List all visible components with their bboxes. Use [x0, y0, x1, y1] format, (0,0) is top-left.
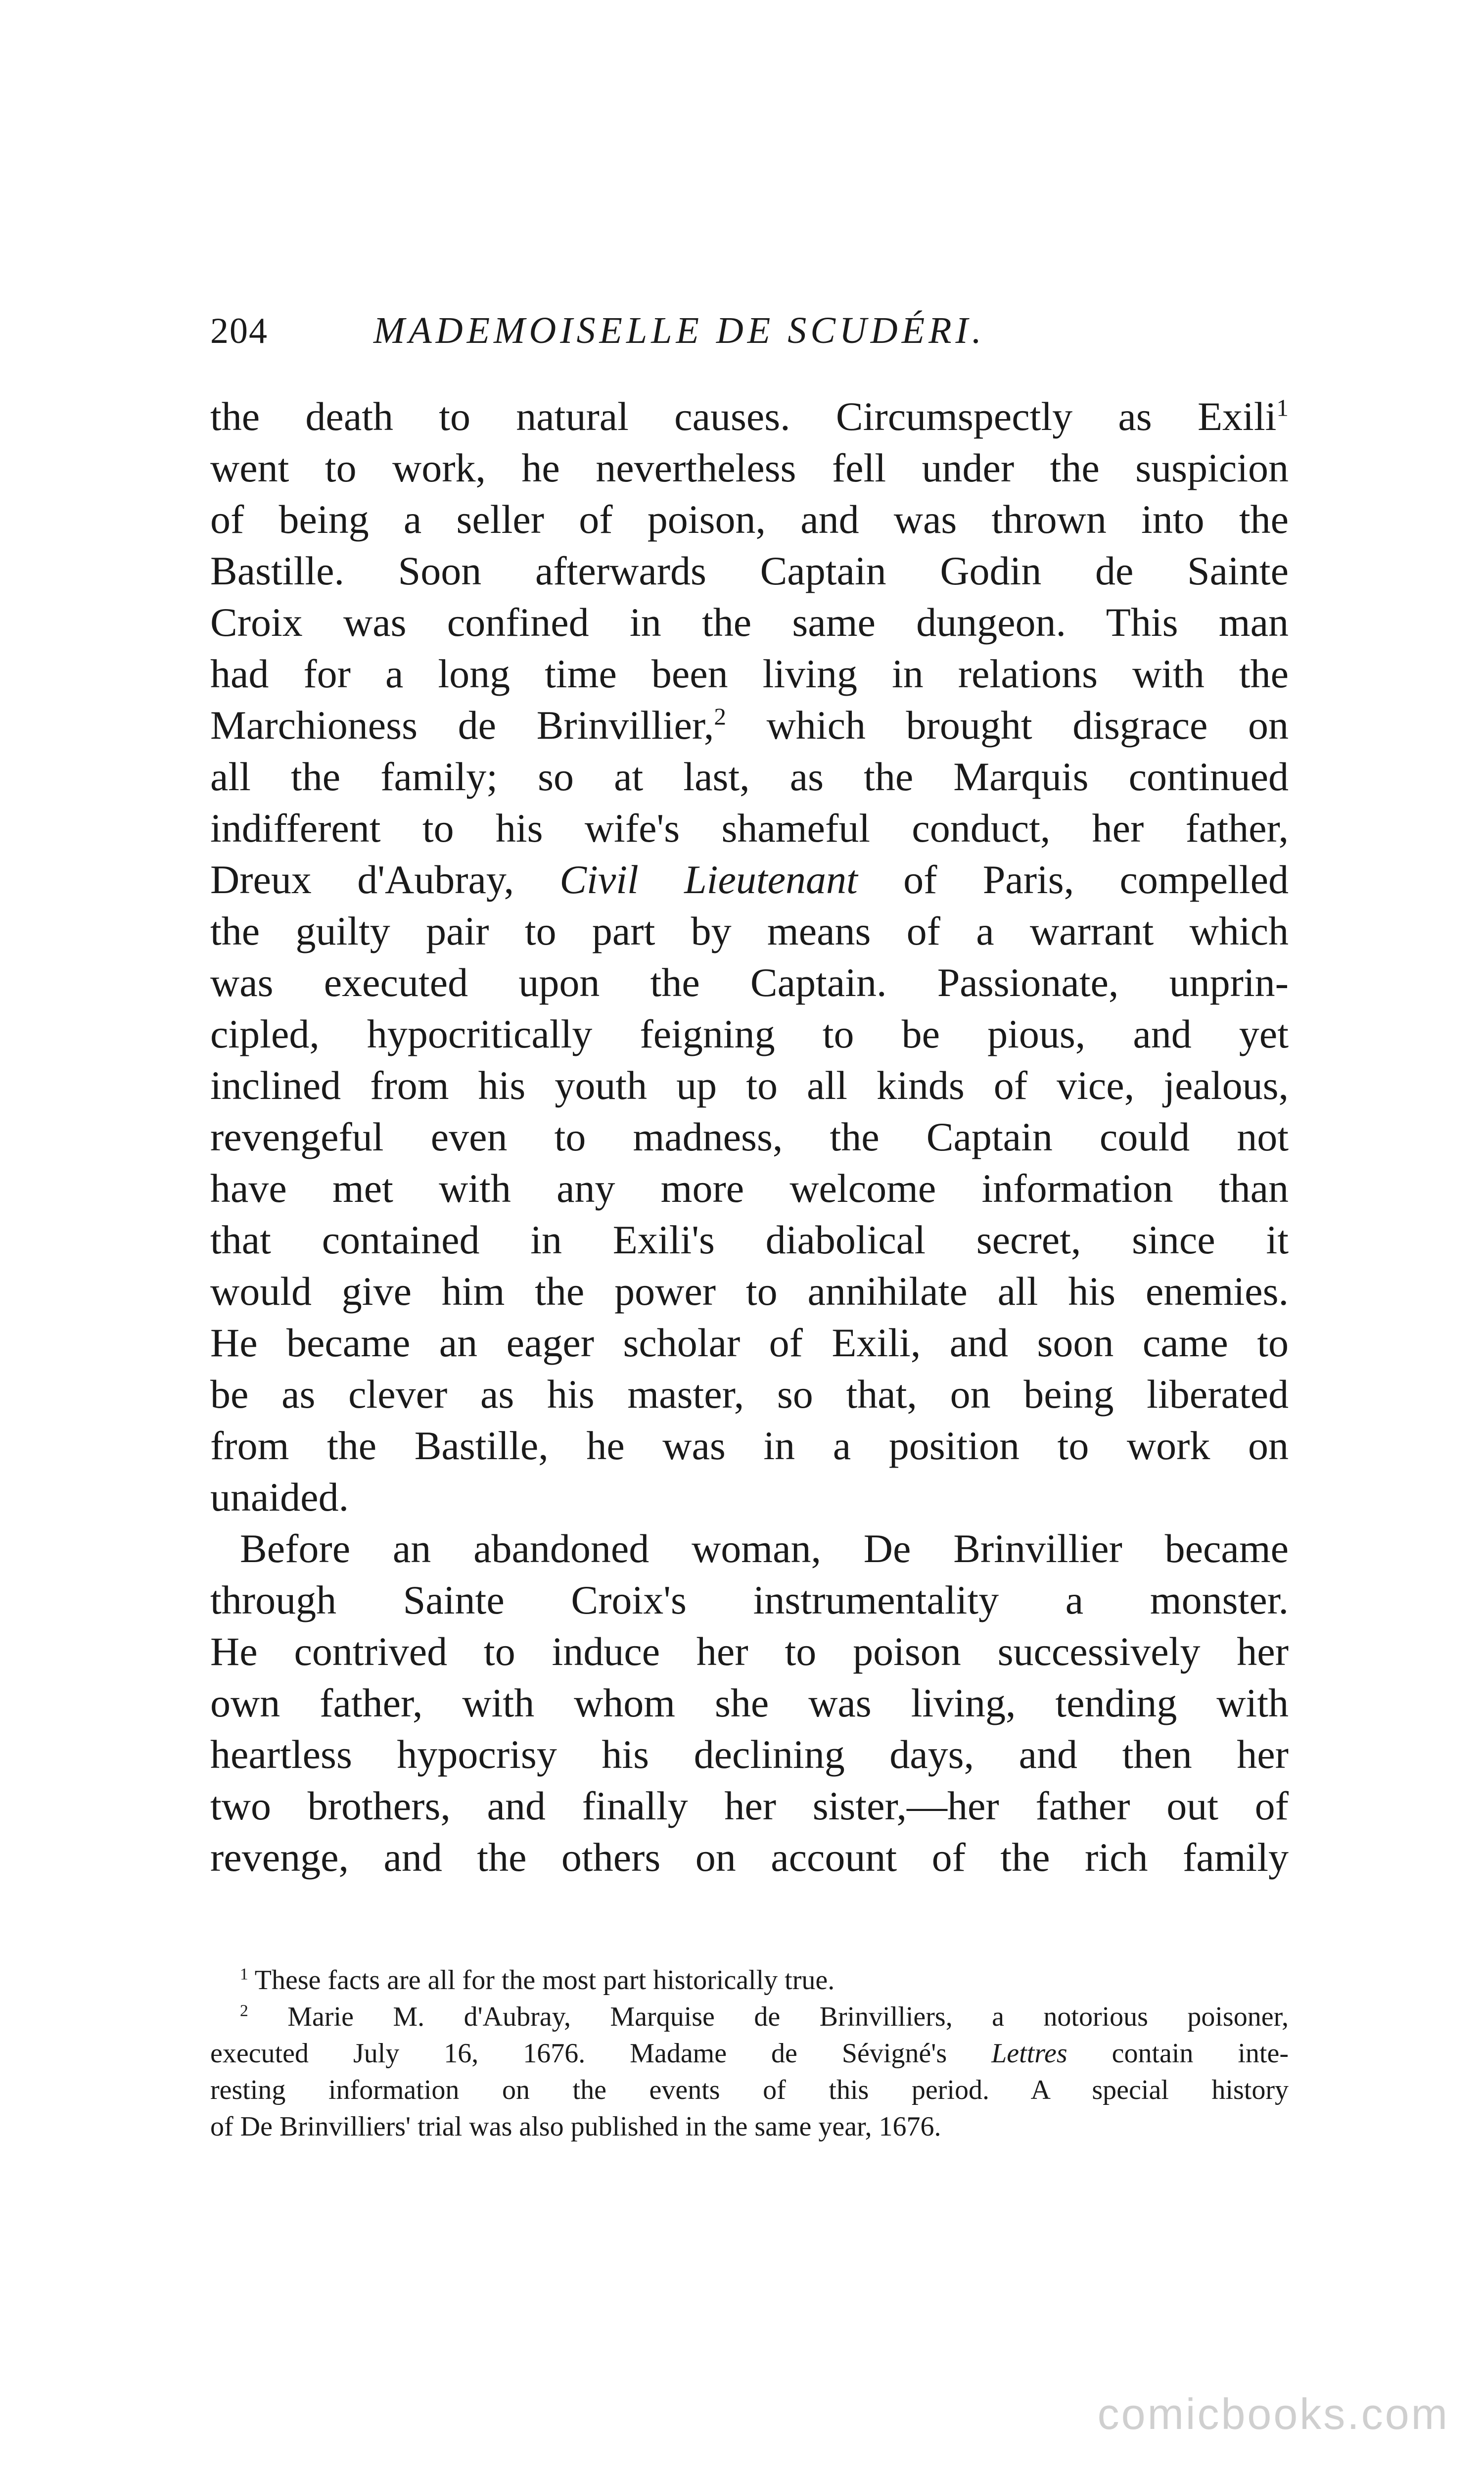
text-line — [210, 905, 1289, 957]
line-text: He became an eager scholar of Exili, and soon came to — [210, 1320, 1289, 1365]
line-text-continued: contain inte- — [1067, 2038, 1289, 2069]
line-text: own father, with whom she was living, tending with — [210, 1680, 1289, 1725]
text-line — [210, 700, 1289, 751]
text-line — [210, 1523, 1289, 1574]
italic-text: Civil Lieutenant — [559, 857, 858, 902]
text-line — [210, 957, 1289, 1008]
line-text: inclined from his youth up to all kinds of vice, jealous, — [210, 1063, 1289, 1108]
text-line — [210, 1060, 1289, 1111]
text-line — [210, 1626, 1289, 1677]
line-text: Marie M. d'Aubray, Marquise de Brinvilliers, a notorious poisoner, — [248, 2001, 1289, 2032]
footnote-marker: 2 — [240, 2001, 248, 2020]
line-text: These facts are all for the most part historically true. — [248, 1965, 835, 1996]
line-text: Marchioness de Brinvillier, — [210, 703, 714, 748]
text-line — [210, 1163, 1289, 1214]
line-text: revenge, and the others on account of the rich family — [210, 1835, 1289, 1880]
text-line — [210, 1111, 1289, 1163]
line-text: Before an abandoned woman, De Brinvillier became — [240, 1526, 1289, 1571]
line-text: all the family; so at last, as the Marquis continued — [210, 754, 1289, 799]
line-text: was executed upon the Captain. Passionate, unprin- — [210, 960, 1289, 1005]
footnote-line — [210, 1962, 1289, 1998]
line-text: through Sainte Croix's instrumentality a monster. — [210, 1577, 1289, 1622]
text-line — [210, 1008, 1289, 1060]
text-line — [210, 391, 1289, 442]
line-text: heartless hypocrisy his declining days, and then her — [210, 1732, 1289, 1777]
text-line — [210, 494, 1289, 545]
line-text: unaided. — [210, 1475, 349, 1520]
footnote-line — [210, 2108, 1289, 2145]
text-line — [210, 1369, 1289, 1420]
line-text: resting information on the events of this period. A special history — [210, 2075, 1289, 2105]
running-title: MADEMOISELLE DE SCUDÉRI. — [373, 310, 985, 351]
line-text: have met with any more welcome information than — [210, 1166, 1289, 1211]
line-text: of being a seller of poison, and was thrown into the — [210, 497, 1289, 542]
text-line — [210, 1574, 1289, 1626]
line-text: Bastille. Soon afterwards Captain Godin de Sainte — [210, 548, 1289, 593]
line-text: the guilty pair to part by means of a warrant which — [210, 908, 1289, 953]
italic-text: Lettres — [991, 2038, 1067, 2069]
line-text: from the Bastille, he was in a position to work on — [210, 1423, 1289, 1468]
line-text: went to work, he nevertheless fell under the suspicion — [210, 445, 1289, 490]
line-text: be as clever as his master, so that, on being liberated — [210, 1372, 1289, 1417]
line-text: two brothers, and finally her sister,—her father out of — [210, 1783, 1289, 1828]
text-line — [210, 545, 1289, 597]
line-text: Croix was confined in the same dungeon. This man — [210, 600, 1289, 645]
text-line — [210, 1317, 1289, 1369]
watermark: comicbooks.com — [1097, 2389, 1449, 2438]
text-line — [210, 1214, 1289, 1266]
text-line — [210, 1780, 1289, 1832]
text-line — [210, 1729, 1289, 1780]
text-line — [210, 648, 1289, 700]
line-text: indifferent to his wife's shameful conduct, her father, — [210, 806, 1289, 851]
footnote-reference: 2 — [714, 703, 726, 730]
line-text: had for a long time been living in relations with the — [210, 651, 1289, 696]
page-header — [210, 309, 1289, 364]
line-text: that contained in Exili's diabolical secret, since it — [210, 1217, 1289, 1262]
line-text: cipled, hypocritically feigning to be pious, and yet — [210, 1011, 1289, 1056]
line-text: the death to natural causes. Circumspectly as Exili — [210, 394, 1277, 439]
text-line — [210, 1420, 1289, 1472]
page-number: 204 — [210, 311, 268, 351]
line-text: revengeful even to madness, the Captain could not — [210, 1114, 1289, 1159]
line-text-continued: of Paris, compelled — [857, 857, 1289, 902]
footnote-line — [210, 2035, 1289, 2072]
text-line — [210, 1266, 1289, 1317]
line-text-continued: which brought disgrace on — [726, 703, 1289, 748]
text-line — [210, 854, 1289, 905]
text-line — [210, 751, 1289, 803]
line-text: He contrived to induce her to poison successively her — [210, 1629, 1289, 1674]
footnote-reference: 1 — [1276, 394, 1289, 422]
text-line — [210, 1677, 1289, 1729]
text-line — [210, 442, 1289, 494]
text-line — [210, 1472, 1289, 1523]
line-text: Dreux d'Aubray, — [210, 857, 560, 902]
footnote-line — [210, 1998, 1289, 2035]
footnote-line — [210, 2072, 1289, 2108]
footnotes — [210, 1962, 1289, 2145]
line-text: executed July 16, 1676. Madame de Sévigné's — [210, 2038, 992, 2069]
line-text: of De Brinvilliers' trial was also published in the same year, 1676. — [210, 2111, 941, 2142]
text-line — [210, 597, 1289, 648]
body-text — [210, 391, 1289, 1883]
text-line — [210, 1832, 1289, 1883]
line-text: would give him the power to annihilate all his enemies. — [210, 1269, 1289, 1314]
footnote-marker: 1 — [240, 1965, 248, 1984]
text-line — [210, 803, 1289, 854]
